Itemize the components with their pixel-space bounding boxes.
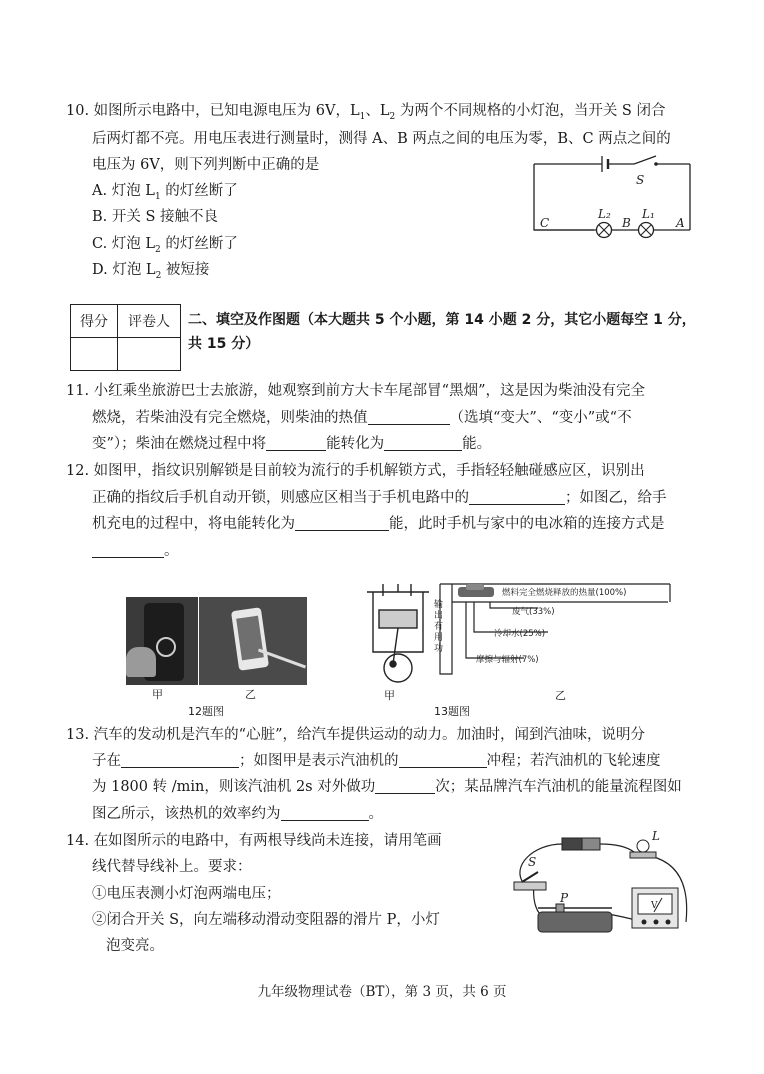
answer-blank[interactable] xyxy=(281,804,369,821)
q12-text: 能，此时手机与家中的电冰箱的连接方式是 xyxy=(389,516,665,532)
label-l2: L₂ xyxy=(598,207,611,221)
section-title-line1: 二、填空及作图题（本大题共 5 个小题，第 14 小题 2 分，其它小题每空 1 分， xyxy=(188,312,696,328)
answer-blank[interactable] xyxy=(368,408,450,425)
q13-line2 xyxy=(92,748,661,774)
q14-label-v: V xyxy=(651,901,658,911)
label-b: B xyxy=(622,216,631,230)
q10-option-d xyxy=(92,257,209,289)
q14-circuit-apparatus xyxy=(504,826,700,948)
exhaust-label: 废气(33%) xyxy=(512,607,555,617)
q12-text: ；如图乙，给手 xyxy=(565,490,667,506)
q10-circuit-diagram xyxy=(528,150,698,242)
engine-cylinder-diagram xyxy=(365,582,431,692)
q14-line1: 14. 在如图所示的电路中，有两根导线尚未连接，请用笔画 xyxy=(66,833,442,849)
battery-icon xyxy=(562,838,600,850)
label-s: S xyxy=(636,173,645,187)
opt-text: 的灯丝断了 xyxy=(160,236,238,252)
sub: 1 xyxy=(154,191,161,202)
label-a: A xyxy=(676,216,685,230)
fig13-caption: 13题图 xyxy=(434,705,470,718)
sub: 2 xyxy=(389,111,396,122)
q13-line1: 13. 汽车的发动机是汽车的“心脏”，给汽车提供运动的动力。加油时，闻到汽油味，说明分 xyxy=(66,727,645,743)
q11-text: 燃烧，若柴油没有完全燃烧，则柴油的热值 xyxy=(92,410,368,426)
q12-text: 机充电的过程中，将电能转化为 xyxy=(92,516,295,532)
q10-text: 、L xyxy=(365,103,390,119)
q13-text: ；如图甲是表示汽油机的 xyxy=(239,753,399,769)
opt-text: D. 灯泡 L xyxy=(92,262,156,278)
section-title-line2: 共 15 分） xyxy=(188,336,260,352)
q11-line2 xyxy=(92,405,632,431)
score-label: 得分 xyxy=(71,305,118,338)
q13-text: 为 1800 转 /min，则该汽油机 2s 对外做功 xyxy=(92,779,376,795)
friction-label: 摩擦与辐射(7%) xyxy=(476,655,539,665)
label-l1: L₁ xyxy=(642,207,655,221)
charging-phone-photo xyxy=(199,597,307,685)
page-footer: 九年级物理试卷（BT），第 3 页，共 6 页 xyxy=(257,984,507,1000)
q10-line3: 电压为 6V，则下列判断中正确的是 xyxy=(92,157,320,173)
q12-line4 xyxy=(92,538,179,564)
q14-requirement-3: 泡变亮。 xyxy=(106,938,164,954)
fig13-yi-label: 乙 xyxy=(555,689,566,702)
q11-text: 变”）；柴油在燃烧过程中将 xyxy=(92,436,267,452)
q13-text: 图乙所示，该热机的效率约为 xyxy=(92,806,281,822)
fig12-jia-label: 甲 xyxy=(152,688,163,701)
q12-line2 xyxy=(92,485,667,511)
q10-line2: 后两灯都不亮。用电压表进行测量时，测得 A、B 两点之间的电压为零，B、C 两点之间的 xyxy=(92,131,671,147)
car-icon xyxy=(458,584,494,597)
q13-text: 子在 xyxy=(92,753,121,769)
q14-requirement-1: ①电压表测小灯泡两端电压； xyxy=(92,886,281,902)
fig13-jia-label: 甲 xyxy=(384,689,395,702)
fig12-yi-label: 乙 xyxy=(245,688,256,701)
sub: 2 xyxy=(155,270,162,281)
q12-text: 正确的指纹后手机自动开锁，则感应区相当于手机电路中的 xyxy=(92,490,469,506)
sub: 1 xyxy=(359,111,366,122)
q11-line1: 11. 小红乘坐旅游巴士去旅游，她观察到前方大卡车尾部冒“黑烟”，这是因为柴油没有完全 xyxy=(66,383,645,399)
opt-text: C. 灯泡 L xyxy=(92,236,156,252)
q11-text: 能。 xyxy=(462,436,492,452)
answer-blank[interactable] xyxy=(375,777,435,794)
q11-text: 能转化为 xyxy=(326,436,385,452)
score-box xyxy=(70,304,181,371)
q12-line1: 12. 如图甲，指纹识别解锁是目前较为流行的手机解锁方式，手指轻轻触碰感应区，识别出 xyxy=(66,463,645,479)
answer-blank[interactable] xyxy=(469,488,565,505)
q10-option-b: B. 开关 S 接触不良 xyxy=(92,209,219,225)
q10-text: 10. 如图所示电路中，已知电源电压为 6V，L xyxy=(66,103,360,119)
answer-blank[interactable] xyxy=(266,434,326,451)
q13-text: 冲程；若汽油机的飞轮速度 xyxy=(486,753,661,769)
switch-icon xyxy=(514,872,546,890)
q14-label-p: P xyxy=(560,891,569,905)
q14-label-s: S xyxy=(528,855,537,869)
fig12-caption: 12题图 xyxy=(188,705,224,718)
answer-blank[interactable] xyxy=(295,514,389,531)
sub: 2 xyxy=(155,244,161,255)
output-useful-work-label: 输出有用功 xyxy=(434,600,444,654)
label-c: C xyxy=(540,216,550,230)
opt-text: 的灯丝断了 xyxy=(160,183,238,199)
rheostat-icon xyxy=(538,904,612,932)
score-cell xyxy=(71,338,118,371)
q12-line3 xyxy=(92,511,665,537)
q13-text: 。 xyxy=(368,806,383,822)
lamp-l2-icon xyxy=(597,223,612,238)
q14-line2: 线代替导线补上。要求： xyxy=(92,859,252,875)
energy-flow-diagram xyxy=(432,580,682,690)
grader-label: 评卷人 xyxy=(118,305,181,338)
q14-label-l: L xyxy=(652,829,660,843)
fingerprint-phone-photo xyxy=(126,597,198,685)
lamp-l1-icon xyxy=(639,223,654,238)
opt-text: A. 灯泡 L xyxy=(92,183,155,199)
fuel-label: 燃料完全燃烧释放的热量(100%) xyxy=(502,588,627,598)
answer-blank[interactable] xyxy=(92,541,164,558)
grader-cell xyxy=(118,338,181,371)
coolant-label: 冷却水(25%) xyxy=(494,629,546,639)
answer-blank[interactable] xyxy=(384,434,462,451)
answer-blank[interactable] xyxy=(121,751,239,768)
q13-line4 xyxy=(92,801,383,827)
q12-text: 。 xyxy=(164,543,179,559)
q11-text: （选填“变大”、“变小”或“不 xyxy=(449,410,632,426)
q13-line3 xyxy=(92,774,682,800)
answer-blank[interactable] xyxy=(399,751,487,768)
opt-text: 被短接 xyxy=(161,262,210,278)
q10-text: 为两个不同规格的小灯泡，当开关 S 闭合 xyxy=(395,103,666,119)
q11-line3 xyxy=(92,431,491,457)
q13-text: 次；某品牌汽车汽油机的能量流程图如 xyxy=(435,779,682,795)
q14-requirement-2: ②闭合开关 S，向左端移动滑动变阻器的滑片 P，小灯 xyxy=(92,912,440,928)
